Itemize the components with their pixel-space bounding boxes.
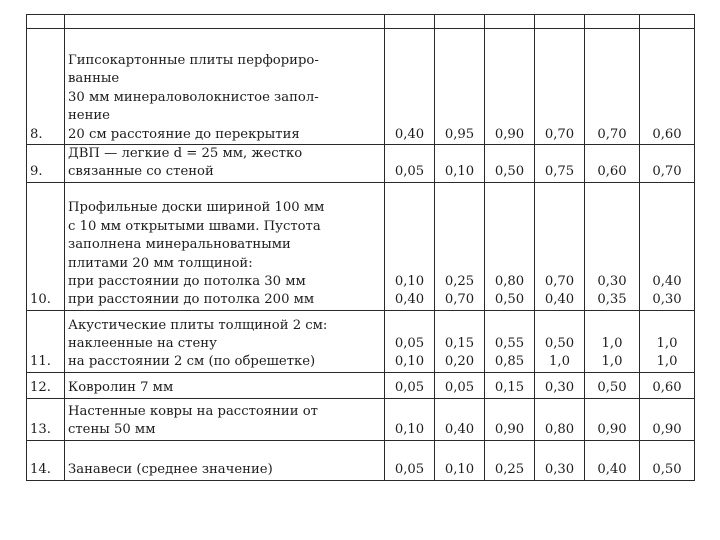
coefficient-value: 1,0	[656, 354, 678, 370]
coefficient-value: 0,10	[444, 462, 475, 478]
coefficient-value: 0,30	[544, 380, 575, 396]
value-cell-5	[585, 440, 640, 480]
value-cell-6	[640, 182, 695, 310]
coefficient-value: 0,50	[544, 336, 575, 351]
coefficient-value: 0,70	[597, 126, 627, 142]
row-number	[27, 398, 65, 440]
description-line: Профильные доски шириной 100 мм	[68, 200, 325, 216]
value-cell-2	[435, 440, 485, 480]
coefficient-value: 0,60	[652, 126, 682, 142]
value-cell-6	[640, 440, 695, 480]
value-cell-6	[640, 398, 695, 440]
coefficient-value: 0,50	[494, 292, 525, 308]
row-number	[27, 182, 65, 310]
coefficient-value: 0,95	[444, 126, 475, 142]
row-number-text: 8.	[30, 126, 43, 142]
table-row	[27, 29, 695, 145]
value-cell-6	[640, 29, 695, 145]
value-cell-4	[535, 398, 585, 440]
value-cell-3	[485, 310, 535, 372]
coefficient-value: 0,90	[652, 422, 682, 438]
row-number	[27, 29, 65, 145]
coefficient-value: 0,40	[394, 126, 425, 142]
value-cell-5	[585, 398, 640, 440]
value-cell-1	[385, 29, 435, 145]
coefficient-value: 0,05	[394, 336, 425, 351]
coefficient-value: 0,70	[544, 274, 575, 289]
row-description	[65, 440, 385, 480]
value-cell-6	[640, 372, 695, 398]
table-row	[27, 440, 695, 480]
coefficient-value: 0,50	[494, 164, 525, 180]
coefficient-value: 0,15	[444, 336, 475, 351]
coefficient-value: 0,05	[444, 380, 475, 396]
coefficient-value: 0,70	[544, 126, 575, 142]
description-line: Акустические плиты толщиной 2 см:	[68, 317, 328, 333]
description-line: Гипсокартонные плиты перфориро-	[68, 52, 319, 68]
coefficient-value: 0,40	[597, 462, 627, 478]
coefficient-value: 0,90	[494, 422, 525, 438]
coefficient-value: 0,50	[597, 380, 627, 396]
coefficient-value: 0,90	[597, 422, 627, 438]
value-cell-3	[485, 29, 535, 145]
coefficient-value: 0,30	[652, 292, 682, 308]
coefficient-value: 1,0	[549, 354, 570, 370]
coefficient-value: 0,35	[597, 292, 627, 308]
row-description	[65, 145, 385, 183]
value-cell-2	[435, 29, 485, 145]
description-line: Занавеси (среднее значение)	[68, 462, 273, 478]
coefficient-value: 0,80	[544, 422, 575, 438]
row-number-text: 14.	[30, 462, 51, 478]
row-number-text: 10.	[30, 292, 51, 308]
row-number-text: 11.	[30, 354, 51, 370]
coefficient-value: 0,10	[394, 274, 425, 289]
value-cell-3	[485, 372, 535, 398]
row-description	[65, 182, 385, 310]
coefficient-value: 0,60	[652, 380, 682, 396]
value-cell-4	[535, 182, 585, 310]
coefficient-value: 1,0	[601, 336, 623, 351]
description-line: 20 см расстояние до перекрытия	[68, 126, 300, 142]
coefficient-value: 0,30	[597, 274, 627, 289]
row-number-text: 13.	[30, 422, 51, 438]
absorption-table	[26, 14, 695, 481]
value-cell-1	[385, 372, 435, 398]
table-row	[27, 145, 695, 183]
value-cell-5	[585, 372, 640, 398]
value-cell-5	[585, 182, 640, 310]
coefficient-value: 0,30	[544, 462, 575, 478]
coefficient-value: 0,70	[444, 292, 475, 308]
table-row	[27, 398, 695, 440]
value-cell-1	[385, 310, 435, 372]
value-cell-4	[535, 145, 585, 183]
coefficient-value: 0,55	[494, 336, 525, 351]
coefficient-value: 0,85	[494, 354, 525, 370]
coefficient-value: 0,10	[444, 164, 475, 180]
description-line: на расстоянии 2 см (по обрешетке)	[68, 354, 316, 370]
coefficient-value: 1,0	[601, 354, 623, 370]
coefficient-value: 0,75	[544, 164, 575, 180]
coefficient-value: 0,10	[394, 422, 425, 438]
coefficient-value: 0,25	[494, 462, 525, 478]
value-cell-2	[435, 145, 485, 183]
description-line: ванные	[68, 71, 120, 87]
row-description	[65, 29, 385, 145]
description-line: при расстоянии до потолка 30 мм	[68, 274, 306, 289]
description-line: нение	[68, 108, 110, 124]
coefficient-value: 0,15	[494, 380, 525, 396]
value-cell-5	[585, 145, 640, 183]
table-row	[27, 372, 695, 398]
description-line: 30 мм минераловолокнистое запол-	[68, 89, 319, 105]
description-line: с 10 мм открытыми швами. Пустота	[68, 218, 321, 234]
description-line: плитами 20 мм толщиной:	[68, 255, 253, 271]
row-number	[27, 145, 65, 183]
cut-off-row	[27, 15, 695, 29]
coefficient-value: 0,05	[394, 462, 425, 478]
value-cell-1	[385, 145, 435, 183]
coefficient-value: 0,05	[394, 164, 425, 180]
description-line: Ковролин 7 мм	[68, 380, 174, 396]
table-row	[27, 182, 695, 310]
value-cell-4	[535, 29, 585, 145]
coefficient-value: 0,05	[394, 380, 425, 396]
value-cell-1	[385, 398, 435, 440]
description-line: ДВП — легкие d = 25 мм, жестко	[68, 146, 303, 161]
value-cell-3	[485, 145, 535, 183]
value-cell-6	[640, 310, 695, 372]
coefficient-value: 0,20	[444, 354, 475, 370]
coefficient-value: 0,90	[494, 126, 525, 142]
description-line: стены 50 мм	[68, 422, 156, 438]
value-cell-4	[535, 372, 585, 398]
value-cell-6	[640, 145, 695, 183]
value-cell-2	[435, 398, 485, 440]
coefficient-value: 0,60	[597, 164, 627, 180]
value-cell-3	[485, 398, 535, 440]
value-cell-1	[385, 182, 435, 310]
value-cell-3	[485, 440, 535, 480]
coefficient-value: 0,25	[444, 274, 475, 289]
value-cell-2	[435, 182, 485, 310]
value-cell-2	[435, 372, 485, 398]
row-number	[27, 310, 65, 372]
row-number	[27, 440, 65, 480]
coefficient-value: 1,0	[656, 336, 678, 351]
row-description	[65, 372, 385, 398]
row-number	[27, 372, 65, 398]
row-description	[65, 398, 385, 440]
description-line: заполнена минеральноватными	[68, 237, 291, 253]
description-line: связанные со стеной	[68, 164, 214, 180]
coefficient-value: 0,50	[652, 462, 682, 478]
value-cell-4	[535, 440, 585, 480]
value-cell-5	[585, 310, 640, 372]
value-cell-4	[535, 310, 585, 372]
coefficient-value: 0,40	[652, 274, 682, 289]
row-description	[65, 310, 385, 372]
value-cell-5	[585, 29, 640, 145]
description-line: Настенные ковры на расстоянии от	[68, 404, 318, 419]
coefficient-value: 0,40	[544, 292, 575, 308]
row-number-text: 12.	[30, 380, 51, 396]
value-cell-2	[435, 310, 485, 372]
coefficient-value: 0,70	[652, 164, 682, 180]
coefficient-value: 0,10	[394, 354, 425, 370]
table-row	[27, 310, 695, 372]
row-number-text: 9.	[30, 164, 43, 180]
coefficient-value: 0,80	[494, 274, 525, 289]
coefficient-value: 0,40	[394, 292, 425, 308]
value-cell-1	[385, 440, 435, 480]
coefficient-value: 0,40	[444, 422, 475, 438]
description-line: наклеенные на стену	[68, 336, 217, 351]
description-line: при расстоянии до потолка 200 мм	[68, 292, 315, 308]
value-cell-3	[485, 182, 535, 310]
